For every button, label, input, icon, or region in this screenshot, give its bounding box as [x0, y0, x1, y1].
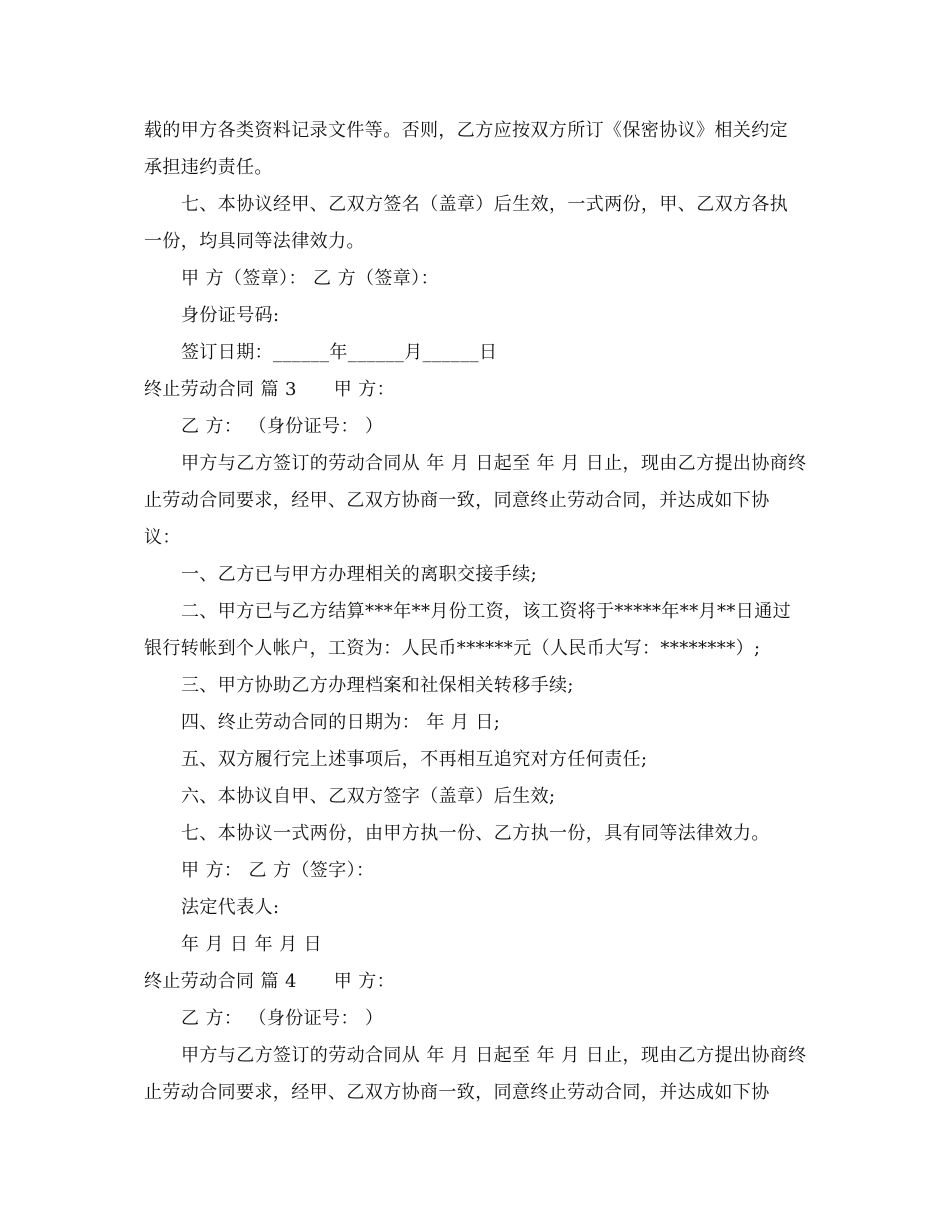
signature-line: 甲 方： 乙 方（签字）： [181, 860, 375, 881]
clause-line: 七、本协议一式两份，由甲方执一份、乙方执一份，具有同等法律效力。 [181, 823, 770, 844]
id-number-line: 身份证号码: [181, 305, 280, 326]
paragraph-line: 止劳动合同要求，经甲、乙双方协商一致，同意终止劳动合同，并达成如下协 [144, 490, 770, 511]
party-b-line: 乙 方： （身份证号： ） [181, 1008, 384, 1029]
clause-line: 二、甲方已与乙方结算***年**月份工资，该工资将于*****年**月**日通过 [181, 601, 791, 622]
clause-line: 四、终止劳动合同的日期为： 年 月 日; [181, 712, 501, 733]
date-line: 年 月 日 年 月 日 [181, 934, 323, 955]
clause-line: 六、本协议自甲、乙双方签字（盖章）后生效; [181, 786, 556, 807]
clause-line: 银行转帐到个人帐户，工资为：人民币******元（人民币大写：********）; [144, 638, 761, 659]
clause-line: 五、双方履行完上述事项后，不再相互追究对方任何责任; [181, 749, 648, 770]
paragraph-line: 甲方与乙方签订的劳动合同从 年 月 日起至 年 月 日止，现由乙方提出协商终 [181, 453, 807, 474]
clause-line: 三、甲方协助乙方办理档案和社保相关转移手续; [181, 675, 574, 696]
clause-line: 一、乙方已与甲方办理相关的离职交接手续; [181, 564, 538, 585]
paragraph-line: 一份，均具同等法律效力。 [144, 231, 365, 252]
paragraph-line: 止劳动合同要求，经甲、乙双方协商一致，同意终止劳动合同，并达成如下协 [144, 1082, 770, 1103]
legal-representative-line: 法定代表人: [181, 897, 280, 918]
paragraph-line: 议： [144, 527, 181, 548]
paragraph-line: 载的甲方各类资料记录文件等。否则，乙方应按双方所订《保密协议》相关约定 [144, 120, 788, 141]
clause-seven-line: 七、本协议经甲、乙双方签名（盖章）后生效，一式两份，甲、乙双方各执 [181, 194, 789, 215]
section-heading: 终止劳动合同 篇 4 甲 方： [144, 971, 396, 992]
paragraph-line: 承担违约责任。 [144, 157, 273, 178]
section-heading: 终止劳动合同 篇 3 甲 方： [144, 379, 396, 400]
paragraph-line: 甲方与乙方签订的劳动合同从 年 月 日起至 年 月 日止，现由乙方提出协商终 [181, 1045, 807, 1066]
sign-date-line: 签订日期：______年______月______日 [181, 342, 498, 363]
signature-line: 甲 方（签章）： 乙 方（签章）： [181, 268, 439, 289]
party-b-line: 乙 方： （身份证号： ） [181, 416, 384, 437]
